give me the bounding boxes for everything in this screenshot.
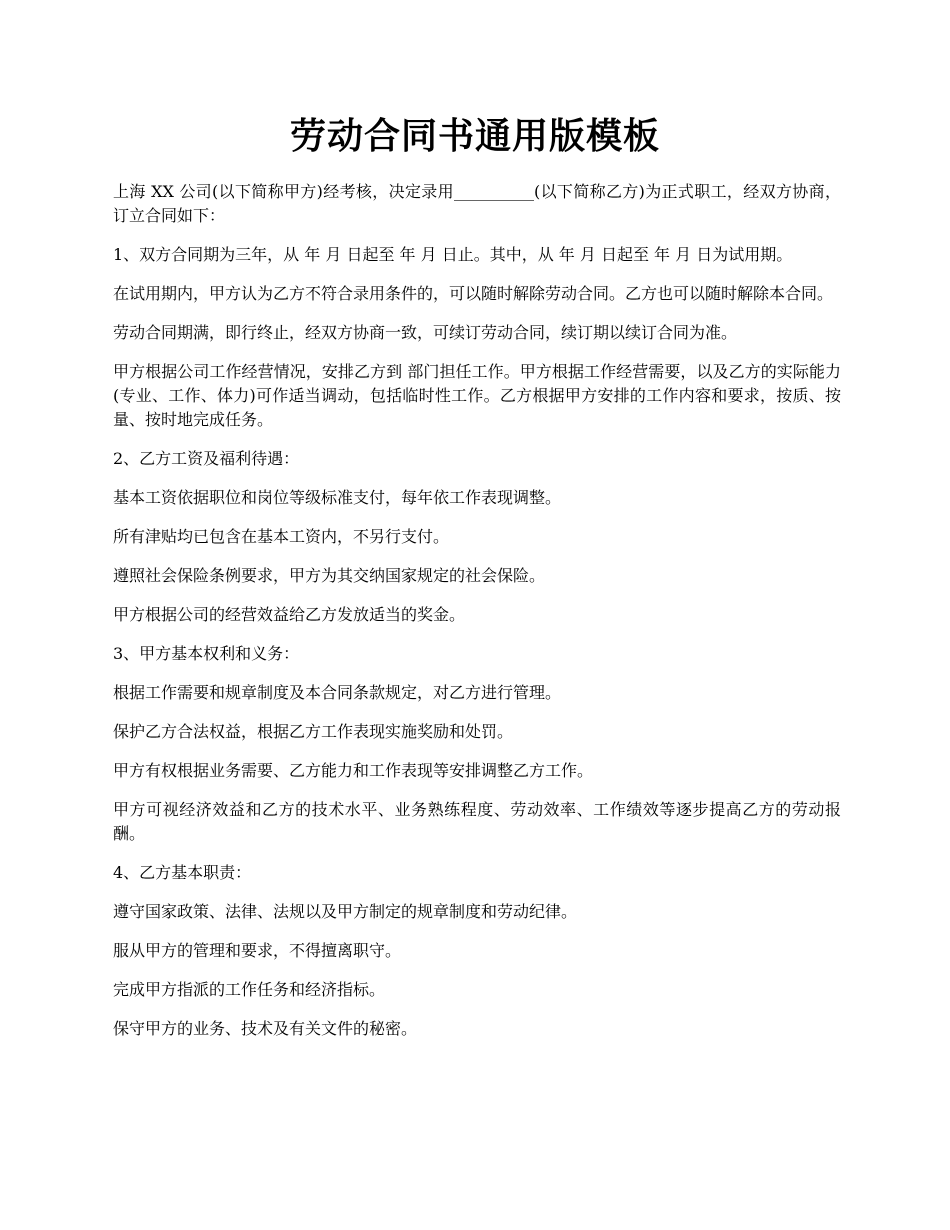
paragraph-contract-expiry: 劳动合同期满，即行终止，经双方协商一致，可续订劳动合同，续订期以续订合同为准。 <box>113 323 738 342</box>
section-heading-salary: 2、乙方工资及福利待遇： <box>113 449 300 468</box>
paragraph-contract-term: 1、双方合同期为三年，从 年 月 日起至 年 月 日止。其中，从 年 月 日起至 年 月 日为试用期。 <box>113 245 793 264</box>
paragraph-pay-increase: 甲方可视经济效益和乙方的技术水平、业务熟练程度、劳动效率、工作绩效等逐步提高乙方的劳动报酬。 <box>113 800 841 843</box>
paragraph-intro: 上海 XX 公司(以下简称甲方)经考核，决定录用__________(以下简称乙方)为正式职工，经双方协商，订立合同如下： <box>113 182 841 225</box>
section-heading-employer-rights: 3、甲方基本权利和义务： <box>113 644 300 663</box>
paragraph-confidentiality: 保守甲方的业务、技术及有关文件的秘密。 <box>113 1019 418 1038</box>
paragraph-management: 根据工作需要和规章制度及本合同条款规定，对乙方进行管理。 <box>113 683 562 702</box>
paragraph-bonus: 甲方根据公司的经营效益给乙方发放适当的奖金。 <box>113 605 466 624</box>
document-body <box>113 180 841 1056</box>
paragraph-work-adjustment: 甲方有权根据业务需要、乙方能力和工作表现等安排调整乙方工作。 <box>113 761 594 780</box>
paragraph-social-insurance: 遵照社会保险条例要求，甲方为其交纳国家规定的社会保险。 <box>113 566 546 585</box>
document-title: 劳动合同书通用版模板 <box>289 115 660 157</box>
paragraph-probation-termination: 在试用期内，甲方认为乙方不符合录用条件的，可以随时解除劳动合同。乙方也可以随时解除本合同。 <box>113 284 834 303</box>
paragraph-protection: 保护乙方合法权益，根据乙方工作表现实施奖励和处罚。 <box>113 722 514 741</box>
paragraph-job-assignment: 甲方根据公司工作经营情况，安排乙方到 部门担任工作。甲方根据工作经营需要，以及乙方的实际能力(专业、工作、体力)可作适当调动，包括临时性工作。乙方根据甲方安排的工作内容和要求，按质、按量、按时地完成任务。 <box>113 362 841 429</box>
paragraph-allowance: 所有津贴均已包含在基本工资内，不另行支付。 <box>113 527 450 546</box>
paragraph-obedience: 服从甲方的管理和要求，不得擅离职守。 <box>113 941 402 960</box>
paragraph-task-completion: 完成甲方指派的工作任务和经济指标。 <box>113 980 386 999</box>
paragraph-basic-salary: 基本工资依据职位和岗位等级标准支付，每年依工作表现调整。 <box>113 488 562 507</box>
section-heading-employee-duties: 4、乙方基本职责： <box>113 863 252 882</box>
paragraph-compliance: 遵守国家政策、法律、法规以及甲方制定的规章制度和劳动纪律。 <box>113 902 578 921</box>
